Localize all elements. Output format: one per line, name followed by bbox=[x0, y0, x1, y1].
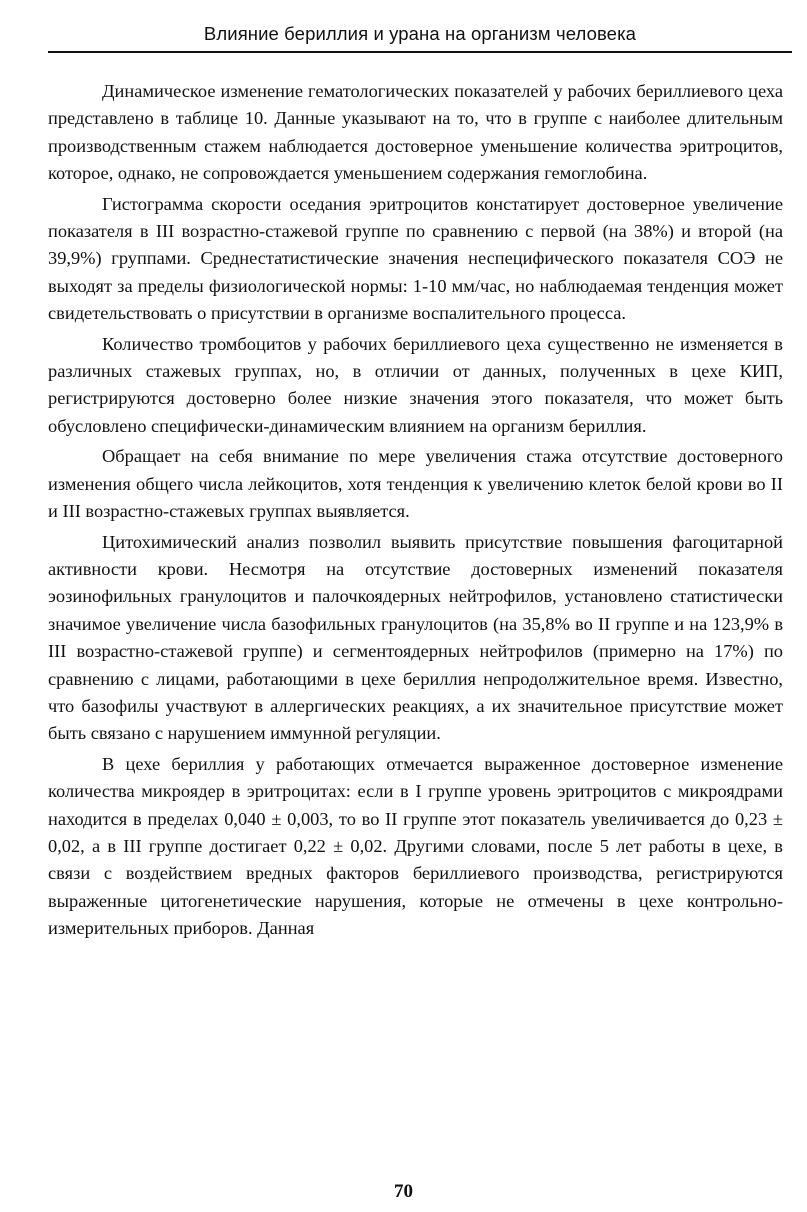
paragraph-leukocytes: Обращает на себя внимание по мере увеличения стажа отсутствие достоверного изменения общего числа лейкоцитов, хотя тенденция к увеличению клеток белой крови во II и III возрастно-стажевых группах выявляется. bbox=[48, 446, 783, 522]
header-rule bbox=[48, 51, 792, 53]
paragraph-platelets: Количество тромбоцитов у рабочих бериллиевого цеха существенно не изменяется в различных стажевых группах, но, в отличии от данных, полученных в цехе КИП, регистрируются достоверно более низкие значения этого показателя, что может быть обусловлено специфически-динамическим влиянием на организм бериллия. bbox=[48, 333, 783, 436]
paragraph-esr-histogram: Гистограмма скорости оседания эритроцитов констатирует достоверное увеличение показателя в III возрастно-стажевой группе по сравнению с первой (на 38%) и второй (на 39,9%) группами. Среднестатистические значения неспецифического показателя СОЭ не выходят за пределы физиологической нормы: 1-10 мм/час, но наблюдаемая тенденция может свидетельствовать о присутствии в организме воспалительного процесса. bbox=[48, 193, 783, 324]
running-header: Влияние бериллия и урана на организм человека bbox=[203, 23, 637, 44]
paragraph-micronuclei: В цехе бериллия у работающих отмечается выраженное достоверное изменение количества микроядер в эритроцитах: если в I группе уровень эритроцитов с микроядрами находится в пределах 0,040 ± 0,003, то во II группе этот показатель увеличивается до 0,23 ± 0,02, а в III группе достигает 0,22 ± 0,02. Другими словами, после 5 лет работы в цехе, в связи с воздействием вредных факторов бериллиевого производства, регистрируются выраженные цитогенетические нарушения, которые не отмечены в цехе контрольно-измерительных приборов. Данная bbox=[48, 753, 783, 939]
body-text bbox=[48, 78, 783, 946]
page-number: 70 bbox=[394, 1181, 413, 1202]
paragraph-cytochemical-analysis: Цитохимический анализ позволил выявить присутствие повышения фагоцитарной активности крови. Несмотря на отсутствие достоверных изменений показателя эозинофильных гранулоцитов и палочкоядерных нейтрофилов, установлено статистически значимое увеличение числа базофильных гранулоцитов (на 35,8% во II группе и на 123,9% в III возрастно-стажевой группе) и сегментоядерных нейтрофилов (примерно на 17%) по сравнению с лицами, работающими в цехе бериллия непродолжительное время. Известно, что базофилы участвуют в аллергических реакциях, а их значительное присутствие может быть связано с нарушением иммунной регуляции. bbox=[48, 531, 783, 744]
paragraph-hematology-dynamics: Динамическое изменение гематологических показателей у рабочих бериллиевого цеха представлено в таблице 10. Данные указывают на то, что в группе с наиболее длительным производственным стажем наблюдается достоверное уменьшение количества эритроцитов, которое, однако, не сопровождается уменьшением содержания гемоглобина. bbox=[48, 81, 783, 184]
